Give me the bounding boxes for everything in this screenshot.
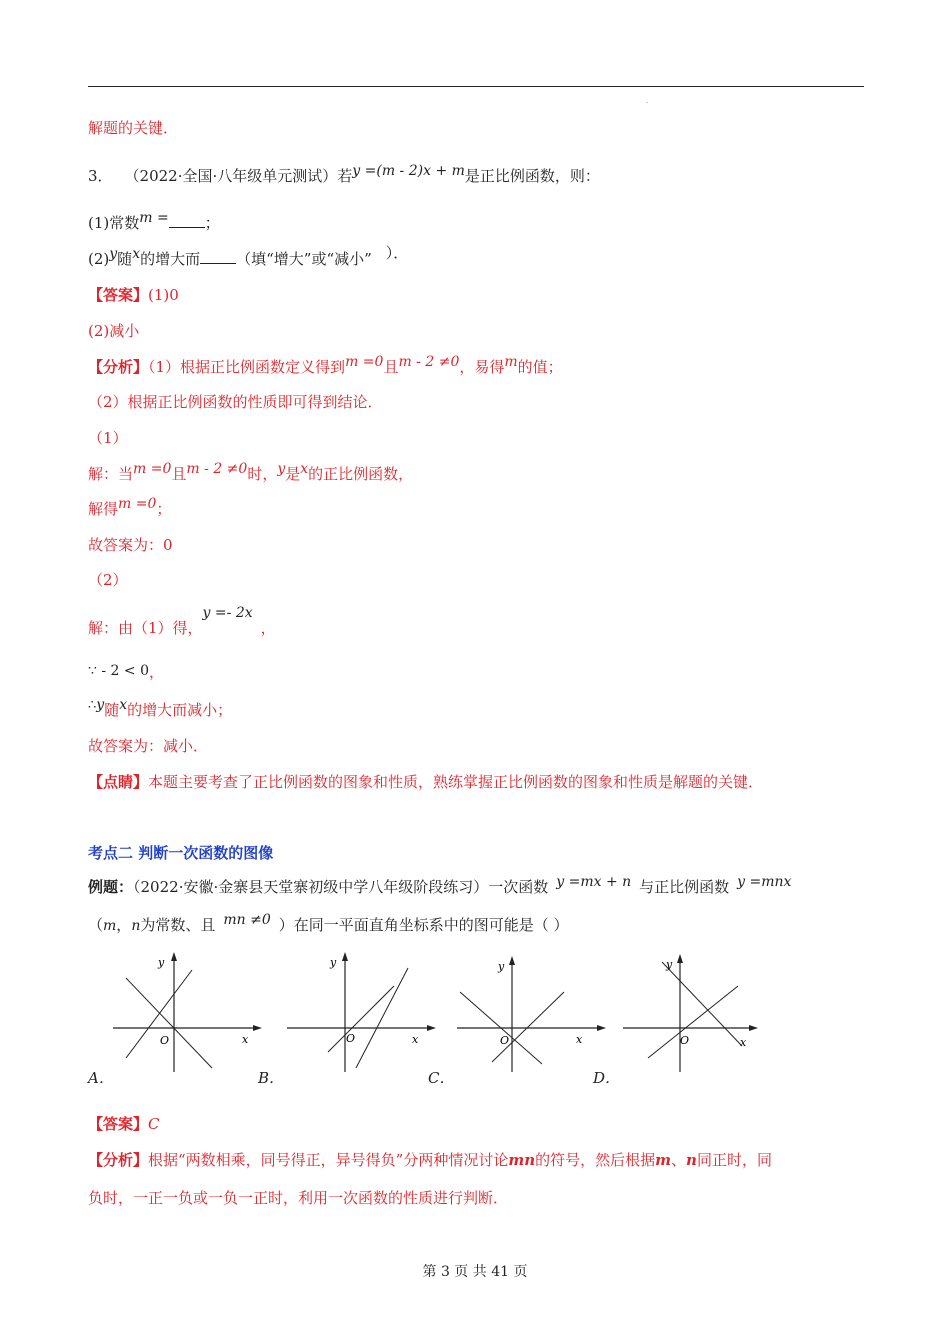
option-c-label: C． [428,1069,455,1087]
answer-blank [200,249,236,264]
text: 随 [104,701,120,719]
graph-d [618,948,778,1076]
math-expr: ∵ - 2 < 0 [88,663,149,679]
text: 的增大而减小； [127,701,233,719]
sub-question-2 [88,244,409,270]
text: （1） [88,429,128,447]
text: （1）根据正比例函数定义得到 [148,358,346,376]
math-var: y [277,461,286,477]
x-label: x [576,1033,583,1046]
graph-a [108,948,268,1076]
origin-label: O [500,1034,510,1047]
example-line [88,874,792,898]
solution-line [88,662,164,683]
text: ， [116,916,132,934]
text: 负时，一正一负或一负一正时，利用一次函数的性质进行判断． [88,1189,509,1207]
math-expr: y =mx + n [556,874,632,890]
option-a-label: A． [88,1069,114,1087]
solution-line [88,461,414,485]
sub-question-1 [88,210,220,234]
solution-line [88,605,276,639]
text: (2) [88,250,110,268]
math-var: x [300,461,309,477]
y-label: y [158,956,165,969]
x-arrow [749,1025,758,1031]
answer-text: (1)0 [148,286,179,304]
text: 根据“两数相乘，同号得正，异号得负”分两种情况讨论 [148,1151,509,1169]
question-source: （2022·全国·八年级单元测试）若 [124,167,353,185]
analysis-line [88,354,563,378]
solution-line [88,496,172,520]
question-3 [88,163,600,187]
solution-line [88,697,233,722]
y-arrow [342,952,348,961]
section-heading [88,843,273,863]
example-line-2 [88,912,569,936]
text: （2） [88,571,128,589]
text: ）． [385,244,409,262]
math-expr: m =0 [118,496,157,512]
solution-part-2 [88,570,128,590]
text: （2）根据正比例函数的性质即可得到结论． [88,393,383,411]
line-2 [356,968,408,1068]
text: 的正比例函数， [308,465,414,483]
text-line [88,118,178,138]
line-2 [648,986,738,1058]
line-2 [126,978,212,1068]
therefore-symbol: ∴ [88,698,97,713]
math-expr: m =0 [345,354,384,370]
math-var: m [103,918,117,934]
text: 随 [117,250,133,268]
text: ）在同一平面直角坐标系中的图可能是（ ） [278,916,569,934]
text: 的增大而 [140,250,201,268]
math-expr: y =- 2x [202,605,253,621]
analysis-tag: 【分析】 [88,358,149,376]
origin-label: O [160,1034,170,1047]
x-arrow [597,1025,606,1031]
text: ； [204,214,220,232]
y-arrow [509,956,515,965]
text: ， [148,663,164,681]
text: 为常数、且 [140,916,216,934]
text: 时， [247,465,278,483]
comment-tag: 【点睛】 [88,773,149,791]
math-expr: m - 2 ≠0 [398,354,460,370]
text: 是正比例函数，则： [464,167,600,185]
answer-line [88,285,179,305]
graph-b [282,948,442,1076]
text: （2022·安徽·金寨县天堂寨初级中学八年级阶段练习）一次函数 [133,878,549,896]
analysis-line [88,1150,772,1170]
question-number: 3． [88,167,113,185]
page-footer: 第 3 页 共 41 页 [422,1264,528,1280]
analysis-line-2 [88,1188,508,1208]
text: 解：由（1）得， [88,619,203,637]
example-tag: 例题： [88,878,134,896]
math-var: y [109,246,118,262]
analysis-tag: 【分析】 [88,1151,149,1169]
math-var: m [655,1151,672,1169]
solution-part-1 [88,428,128,448]
text: 同正时，同 [696,1151,772,1169]
text: 的符号，然后根据 [535,1151,656,1169]
text: 解题的关键． [88,119,179,137]
x-arrow [427,1025,436,1031]
x-label: x [412,1033,419,1046]
math-expr: m = [139,210,169,226]
text: 是 [285,465,301,483]
math-var: n [131,918,141,934]
math-var: n [686,1151,697,1169]
y-label: y [666,958,673,971]
heading-text: 考点二 判断一次函数的图像 [88,844,274,862]
text: （ [88,916,104,934]
graph-c [452,948,612,1076]
text: 故答案为：减小． [88,737,209,755]
math-var: m [504,354,518,370]
math-var: mn [508,1151,536,1169]
x-arrow [253,1025,262,1031]
text: 、 [671,1151,687,1169]
math-expr: m - 2 ≠0 [186,461,248,477]
answer-line-2 [88,321,139,341]
header-rule [88,86,864,87]
text: （填“增大”或“减小” [236,250,372,268]
header-dot: . [646,98,648,105]
math-expr: y =(m - 2)x + m [352,163,465,179]
text: 且 [171,465,187,483]
line-1 [126,970,192,1058]
answer-tag: 【答案】 [88,286,149,304]
text: 与正比例函数 [639,878,730,896]
origin-label: O [346,1032,356,1045]
option-b-label: B． [258,1069,285,1087]
answer-text: (2)减小 [88,322,140,340]
text: ； [156,500,172,518]
answer-text: C [148,1115,160,1133]
origin-label: O [680,1034,690,1047]
option-d-label: D． [593,1069,621,1087]
y-arrow [171,952,177,961]
text: ，易得 [459,358,505,376]
solution-line [88,535,173,555]
answer-tag: 【答案】 [88,1115,149,1133]
y-label: y [498,960,505,973]
answer-line [88,1114,160,1134]
answer-blank [169,213,205,228]
text: 解得 [88,500,119,518]
line-1 [328,986,394,1052]
math-expr: y =mnx [737,874,792,890]
text: ， [260,619,276,637]
solution-line [88,736,208,756]
x-label: x [242,1033,249,1046]
text: 故答案为：0 [88,536,173,554]
text: (1)常数 [88,214,140,232]
math-expr: mn ≠0 [223,912,271,928]
x-label: x [740,1036,747,1049]
math-var: x [119,697,128,713]
y-label: y [330,956,337,969]
text: 且 [383,358,399,376]
y-arrow [677,954,683,963]
text: 的值； [517,358,563,376]
text: 本题主要考查了正比例函数的图象和性质，熟练掌握正比例函数的图象和性质是解题的关键． [148,773,764,791]
analysis-line-2 [88,392,383,412]
text: 解：当 [88,465,134,483]
line-1 [662,962,742,1046]
math-var: y [96,697,105,713]
comment-line [88,772,763,792]
math-var: x [132,246,141,262]
math-expr: m =0 [133,461,172,477]
